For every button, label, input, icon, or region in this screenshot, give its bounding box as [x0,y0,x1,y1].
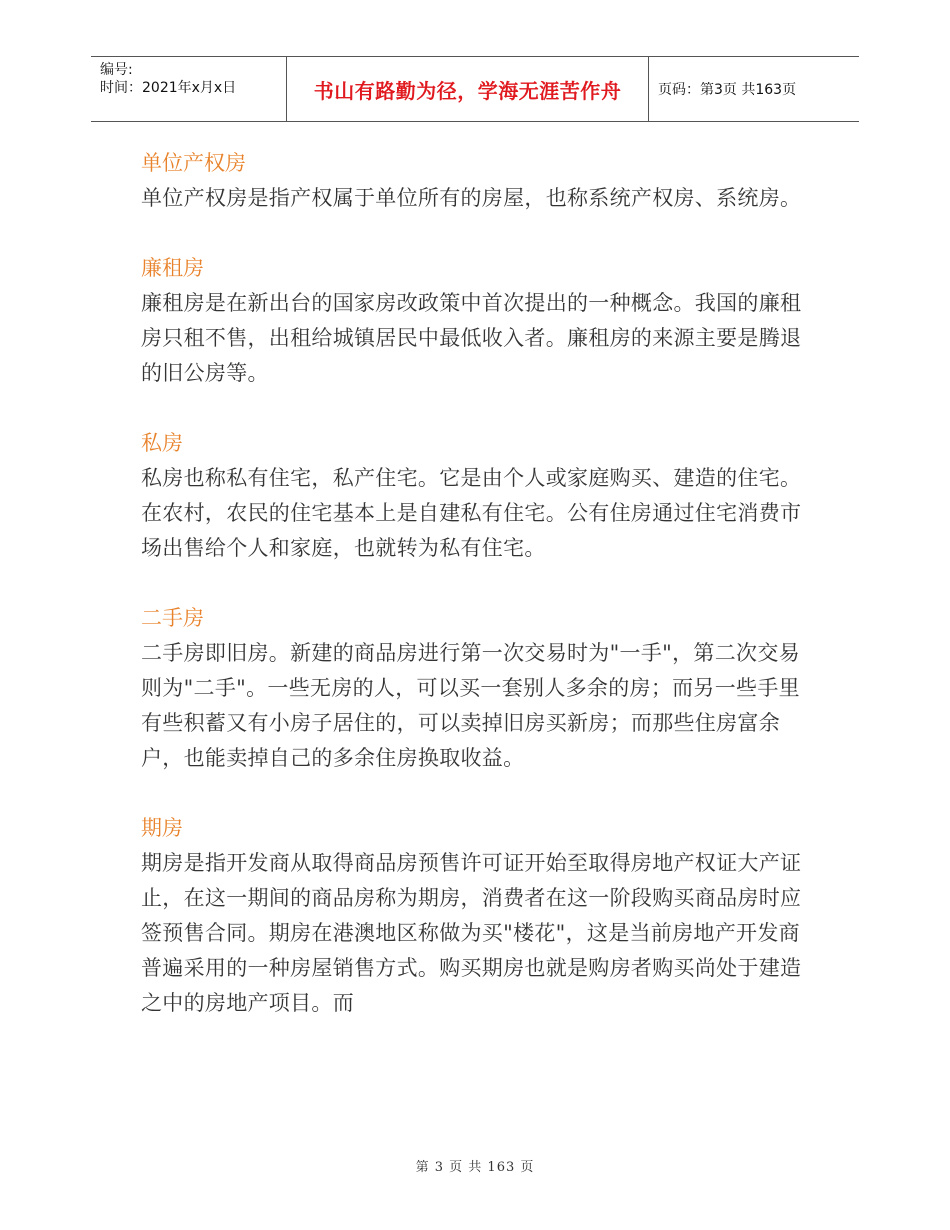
section-paragraph: 期房是指开发商从取得商品房预售许可证开始至取得房地产权证大产证止，在这一期间的商品房称为期房，消费者在这一阶段购买商品房时应签预售合同。期房在港澳地区称做为买"楼花"，这是当前房地产开发商普遍采用的一种房屋销售方式。购买期房也就是购房者购买尚处于建造之中的房地产项目。而 [141,851,802,1015]
section-title: 期房 [141,816,183,840]
section-second-hand-house [141,601,821,776]
section-paragraph: 二手房即旧房。新建的商品房进行第一次交易时为"一手"，第二次交易则为"二手"。一些无房的人，可以买一套别人多余的房；而另一些手里有些积蓄又有小房子居住的，可以卖掉旧房买新房；而那些住房富余户，也能卖掉自己的多余住房换取收益。 [141,641,800,770]
section-low-rent-housing [141,251,821,391]
section-unit-property [141,146,821,216]
document-body [141,146,821,1056]
serial-label: 编号: [100,62,133,78]
section-title: 单位产权房 [141,151,246,175]
page-footer: 第 3 页 共 163 页 [415,1160,535,1175]
section-title: 私房 [141,431,183,455]
section-paragraph: 廉租房是在新出台的国家房改政策中首次提出的一种概念。我国的廉租房只租不售，出租给城镇居民中最低收入者。廉租房的来源主要是腾退的旧公房等。 [141,291,802,385]
header-page-info: 页码：第3页 共163页 [658,82,797,98]
section-private-house [141,426,821,566]
section-paragraph: 单位产权房是指产权属于单位所有的房屋，也称系统产权房、系统房。 [141,186,802,210]
section-title: 廉租房 [141,256,204,280]
header-meta-cell [91,57,287,121]
header-motto: 书山有路勤为径，学海无涯苦作舟 [287,57,649,121]
section-title: 二手房 [141,606,204,630]
time-label: 时间：2021年x月x日 [100,80,237,96]
page-header [91,56,859,122]
section-forward-house [141,811,821,1021]
section-paragraph: 私房也称私有住宅，私产住宅。它是由个人或家庭购买、建造的住宅。在农村，农民的住宅基本上是自建私有住宅。公有住房通过住宅消费市场出售给个人和家庭，也就转为私有住宅。 [141,466,802,560]
